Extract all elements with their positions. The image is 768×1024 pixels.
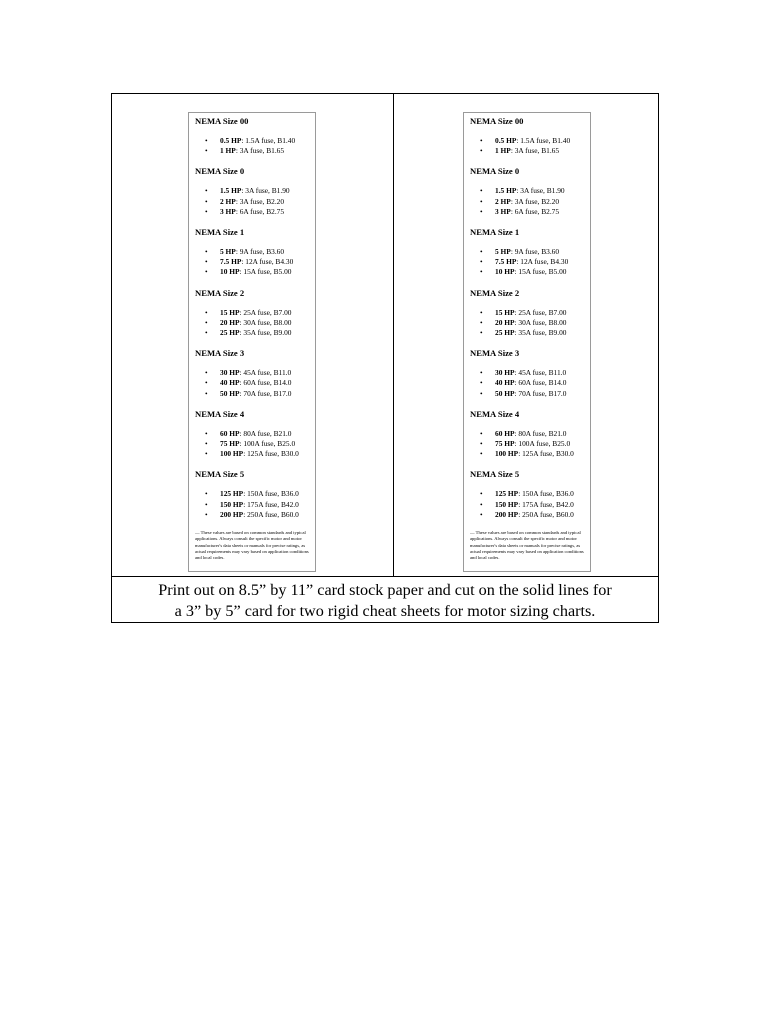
horsepower-label: 20 HP — [495, 317, 515, 327]
bullet-icon: • — [480, 499, 483, 509]
horsepower-label: 150 HP — [495, 499, 519, 509]
list-item — [195, 489, 311, 499]
cut-guide-table — [111, 93, 659, 623]
cheat-sheet-card-left — [188, 112, 316, 572]
fuse-and-heater-rating: : 45A fuse, B11.0 — [239, 368, 292, 378]
bullet-icon: • — [205, 196, 208, 206]
bullet-icon: • — [205, 439, 208, 449]
caption-line-2: a 3” by 5” card for two rigid cheat sheets for motor sizing charts. — [174, 602, 596, 620]
horsepower-label: 200 HP — [220, 509, 244, 519]
fuse-and-heater-rating: : 3A fuse, B1.65 — [510, 146, 560, 156]
horsepower-label: 150 HP — [220, 499, 244, 509]
list-item — [470, 186, 586, 196]
list-item — [195, 449, 311, 459]
fuse-and-heater-rating: : 9A fuse, B3.60 — [235, 247, 285, 257]
bullet-icon: • — [205, 186, 208, 196]
nema-size-heading: NEMA Size 1 — [470, 227, 520, 238]
nema-size-heading: NEMA Size 0 — [195, 166, 245, 177]
list-item — [195, 500, 311, 510]
list-item — [470, 247, 586, 257]
list-item — [195, 257, 311, 267]
list-item — [470, 328, 586, 338]
horsepower-label: 60 HP — [220, 428, 240, 438]
fuse-and-heater-rating: : 25A fuse, B7.00 — [514, 307, 567, 317]
fuse-and-heater-rating: : 175A fuse, B42.0 — [243, 499, 299, 509]
fuse-and-heater-rating: : 1.5A fuse, B1.40 — [516, 136, 571, 145]
fuse-and-heater-rating: : 6A fuse, B2.75 — [510, 206, 560, 216]
list-item — [470, 389, 586, 399]
horsepower-label: 1 HP — [220, 146, 236, 156]
motor-rating-list — [195, 429, 311, 460]
horsepower-label: 3 HP — [220, 206, 236, 216]
list-item — [470, 308, 586, 318]
horsepower-label: 3 HP — [495, 206, 511, 216]
bullet-icon: • — [205, 388, 208, 398]
list-item — [195, 146, 311, 156]
nema-size-heading: NEMA Size 0 — [470, 166, 520, 177]
bullet-icon: • — [205, 267, 208, 277]
bullet-icon: • — [480, 388, 483, 398]
horsepower-label: 75 HP — [495, 439, 515, 449]
bullet-icon: • — [205, 307, 208, 317]
list-item — [195, 389, 311, 399]
horsepower-label: 2 HP — [495, 196, 511, 206]
list-item — [195, 186, 311, 196]
bullet-icon: • — [205, 428, 208, 438]
motor-rating-list — [195, 247, 311, 278]
horsepower-label: 7.5 HP — [220, 257, 242, 267]
nema-size-heading: NEMA Size 5 — [195, 469, 245, 480]
nema-size-heading: NEMA Size 00 — [470, 116, 524, 126]
disclaimer-footnote: — These values are based on common standards and typical applications. Always consult the specific motor and motor manufacturer's data sheets or manuals for precise ratings, as actual requirements may vary based on application conditions and local codes. — [470, 530, 584, 561]
bullet-icon: • — [480, 136, 483, 145]
horsepower-label: 0.5 HP — [495, 136, 517, 145]
list-item — [195, 439, 311, 449]
horsepower-label: 7.5 HP — [495, 257, 517, 267]
horsepower-label: 25 HP — [220, 328, 240, 338]
horsepower-label: 5 HP — [220, 247, 236, 257]
motor-rating-list — [470, 247, 586, 278]
motor-rating-list — [195, 368, 311, 399]
horsepower-label: 100 HP — [495, 449, 519, 459]
fuse-and-heater-rating: : 175A fuse, B42.0 — [518, 499, 574, 509]
fuse-and-heater-rating: : 125A fuse, B30.0 — [518, 449, 574, 459]
bullet-icon: • — [480, 146, 483, 156]
nema-size-heading: NEMA Size 3 — [470, 348, 520, 359]
bullet-icon: • — [205, 206, 208, 216]
nema-size-heading: NEMA Size 2 — [195, 287, 245, 298]
horsepower-label: 50 HP — [495, 388, 515, 398]
nema-size-heading: NEMA Size 00 — [195, 116, 249, 126]
bullet-icon: • — [480, 307, 483, 317]
fuse-and-heater-rating: : 9A fuse, B3.60 — [510, 247, 560, 257]
horsepower-label: 20 HP — [220, 317, 240, 327]
fuse-and-heater-rating: : 3A fuse, B1.90 — [516, 186, 565, 196]
horsepower-label: 10 HP — [220, 267, 240, 277]
horsepower-label: 5 HP — [495, 247, 511, 257]
horsepower-label: 2 HP — [220, 196, 236, 206]
fuse-and-heater-rating: : 150A fuse, B36.0 — [243, 489, 299, 499]
list-item — [470, 449, 586, 459]
motor-rating-list — [470, 429, 586, 460]
bullet-icon: • — [480, 439, 483, 449]
horsepower-label: 40 HP — [495, 378, 515, 388]
motor-rating-list — [195, 186, 311, 217]
fuse-and-heater-rating: : 35A fuse, B9.00 — [514, 328, 567, 338]
bullet-icon: • — [480, 206, 483, 216]
horsepower-label: 75 HP — [220, 439, 240, 449]
print-instructions-caption — [112, 577, 658, 623]
motor-rating-list — [195, 136, 311, 156]
nema-size-heading: NEMA Size 2 — [470, 287, 520, 298]
list-item — [195, 308, 311, 318]
bullet-icon: • — [480, 368, 483, 378]
list-item — [195, 378, 311, 388]
motor-rating-list — [470, 186, 586, 217]
bullet-icon: • — [205, 136, 208, 145]
list-item — [195, 510, 311, 520]
fuse-and-heater-rating: : 125A fuse, B30.0 — [243, 449, 299, 459]
fuse-and-heater-rating: : 100A fuse, B25.0 — [239, 439, 296, 449]
cheat-sheet-card-right — [463, 112, 591, 572]
list-item — [470, 368, 586, 378]
motor-rating-list — [470, 136, 586, 156]
list-item — [470, 510, 586, 520]
list-item — [470, 318, 586, 328]
fuse-and-heater-rating: : 30A fuse, B8.00 — [514, 317, 567, 327]
horsepower-label: 200 HP — [495, 509, 519, 519]
nema-size-heading: NEMA Size 4 — [470, 408, 520, 419]
list-item — [470, 489, 586, 499]
bullet-icon: • — [480, 428, 483, 438]
fuse-and-heater-rating: : 70A fuse, B17.0 — [239, 388, 292, 398]
bullet-icon: • — [205, 489, 208, 499]
bullet-icon: • — [205, 328, 208, 338]
bullet-icon: • — [480, 449, 483, 459]
horsepower-label: 125 HP — [220, 489, 244, 499]
list-item — [195, 368, 311, 378]
horsepower-label: 100 HP — [220, 449, 244, 459]
bullet-icon: • — [205, 247, 208, 257]
list-item — [470, 257, 586, 267]
fuse-and-heater-rating: : 250A fuse, B60.0 — [518, 509, 574, 519]
bullet-icon: • — [205, 146, 208, 156]
horsepower-label: 1 HP — [495, 146, 511, 156]
horsepower-label: 40 HP — [220, 378, 240, 388]
horsepower-label: 50 HP — [220, 388, 240, 398]
nema-size-heading: NEMA Size 3 — [195, 348, 245, 359]
bullet-icon: • — [480, 247, 483, 257]
bullet-icon: • — [480, 317, 483, 327]
list-item — [195, 136, 311, 146]
bullet-icon: • — [480, 186, 483, 196]
motor-rating-list — [470, 368, 586, 399]
fuse-and-heater-rating: : 45A fuse, B11.0 — [514, 368, 567, 378]
horsepower-label: 30 HP — [220, 368, 240, 378]
list-item — [195, 328, 311, 338]
caption-line-1: Print out on 8.5” by 11” card stock paper and cut on the solid lines for — [158, 581, 612, 599]
fuse-and-heater-rating: : 60A fuse, B14.0 — [514, 378, 567, 388]
list-item — [470, 378, 586, 388]
horsepower-label: 1.5 HP — [495, 186, 517, 196]
bullet-icon: • — [205, 317, 208, 327]
nema-size-heading: NEMA Size 5 — [470, 469, 520, 480]
bullet-icon: • — [480, 509, 483, 519]
list-item — [195, 247, 311, 257]
disclaimer-footnote: — These values are based on common standards and typical applications. Always consult the specific motor and motor manufacturer's data sheets or manuals for precise ratings, as actual requirements may vary based on application conditions and local codes. — [195, 530, 309, 561]
bullet-icon: • — [480, 489, 483, 499]
motor-rating-list — [470, 489, 586, 520]
horsepower-label: 0.5 HP — [220, 136, 242, 145]
bullet-icon: • — [480, 378, 483, 388]
bullet-icon: • — [205, 509, 208, 519]
list-item — [470, 439, 586, 449]
bullet-icon: • — [480, 257, 483, 267]
bullet-icon: • — [205, 449, 208, 459]
fuse-and-heater-rating: : 30A fuse, B8.00 — [239, 317, 292, 327]
fuse-and-heater-rating: : 80A fuse, B21.0 — [239, 428, 292, 438]
list-item — [195, 197, 311, 207]
horsepower-label: 125 HP — [495, 489, 519, 499]
list-item — [470, 500, 586, 510]
bullet-icon: • — [205, 499, 208, 509]
fuse-and-heater-rating: : 1.5A fuse, B1.40 — [241, 136, 296, 145]
horsepower-label: 10 HP — [495, 267, 515, 277]
fuse-and-heater-rating: : 3A fuse, B2.20 — [235, 196, 285, 206]
list-item — [470, 136, 586, 146]
list-item — [195, 267, 311, 277]
fuse-and-heater-rating: : 80A fuse, B21.0 — [514, 428, 567, 438]
motor-rating-list — [195, 308, 311, 339]
list-item — [470, 429, 586, 439]
motor-rating-list — [195, 489, 311, 520]
bullet-icon: • — [205, 257, 208, 267]
bullet-icon: • — [480, 328, 483, 338]
fuse-and-heater-rating: : 15A fuse, B5.00 — [514, 267, 567, 277]
bullet-icon: • — [480, 267, 483, 277]
fuse-and-heater-rating: : 3A fuse, B1.65 — [235, 146, 285, 156]
fuse-and-heater-rating: : 70A fuse, B17.0 — [514, 388, 567, 398]
fuse-and-heater-rating: : 12A fuse, B4.30 — [516, 257, 569, 267]
list-item — [470, 146, 586, 156]
fuse-and-heater-rating: : 3A fuse, B1.90 — [241, 186, 290, 196]
fuse-and-heater-rating: : 25A fuse, B7.00 — [239, 307, 292, 317]
fuse-and-heater-rating: : 60A fuse, B14.0 — [239, 378, 292, 388]
bullet-icon: • — [205, 378, 208, 388]
horsepower-label: 15 HP — [220, 307, 240, 317]
fuse-and-heater-rating: : 100A fuse, B25.0 — [514, 439, 571, 449]
nema-size-heading: NEMA Size 1 — [195, 227, 245, 238]
list-item — [195, 207, 311, 217]
horsepower-label: 1.5 HP — [220, 186, 242, 196]
nema-size-heading: NEMA Size 4 — [195, 408, 245, 419]
fuse-and-heater-rating: : 250A fuse, B60.0 — [243, 509, 299, 519]
vertical-cut-line — [393, 94, 394, 576]
motor-rating-list — [470, 308, 586, 339]
fuse-and-heater-rating: : 6A fuse, B2.75 — [235, 206, 285, 216]
list-item — [470, 207, 586, 217]
bullet-icon: • — [205, 368, 208, 378]
horsepower-label: 60 HP — [495, 428, 515, 438]
list-item — [470, 267, 586, 277]
horsepower-label: 25 HP — [495, 328, 515, 338]
list-item — [195, 318, 311, 328]
horsepower-label: 30 HP — [495, 368, 515, 378]
fuse-and-heater-rating: : 35A fuse, B9.00 — [239, 328, 292, 338]
list-item — [470, 197, 586, 207]
list-item — [195, 429, 311, 439]
fuse-and-heater-rating: : 15A fuse, B5.00 — [239, 267, 292, 277]
fuse-and-heater-rating: : 150A fuse, B36.0 — [518, 489, 574, 499]
horsepower-label: 15 HP — [495, 307, 515, 317]
fuse-and-heater-rating: : 3A fuse, B2.20 — [510, 196, 560, 206]
bullet-icon: • — [480, 196, 483, 206]
fuse-and-heater-rating: : 12A fuse, B4.30 — [241, 257, 294, 267]
